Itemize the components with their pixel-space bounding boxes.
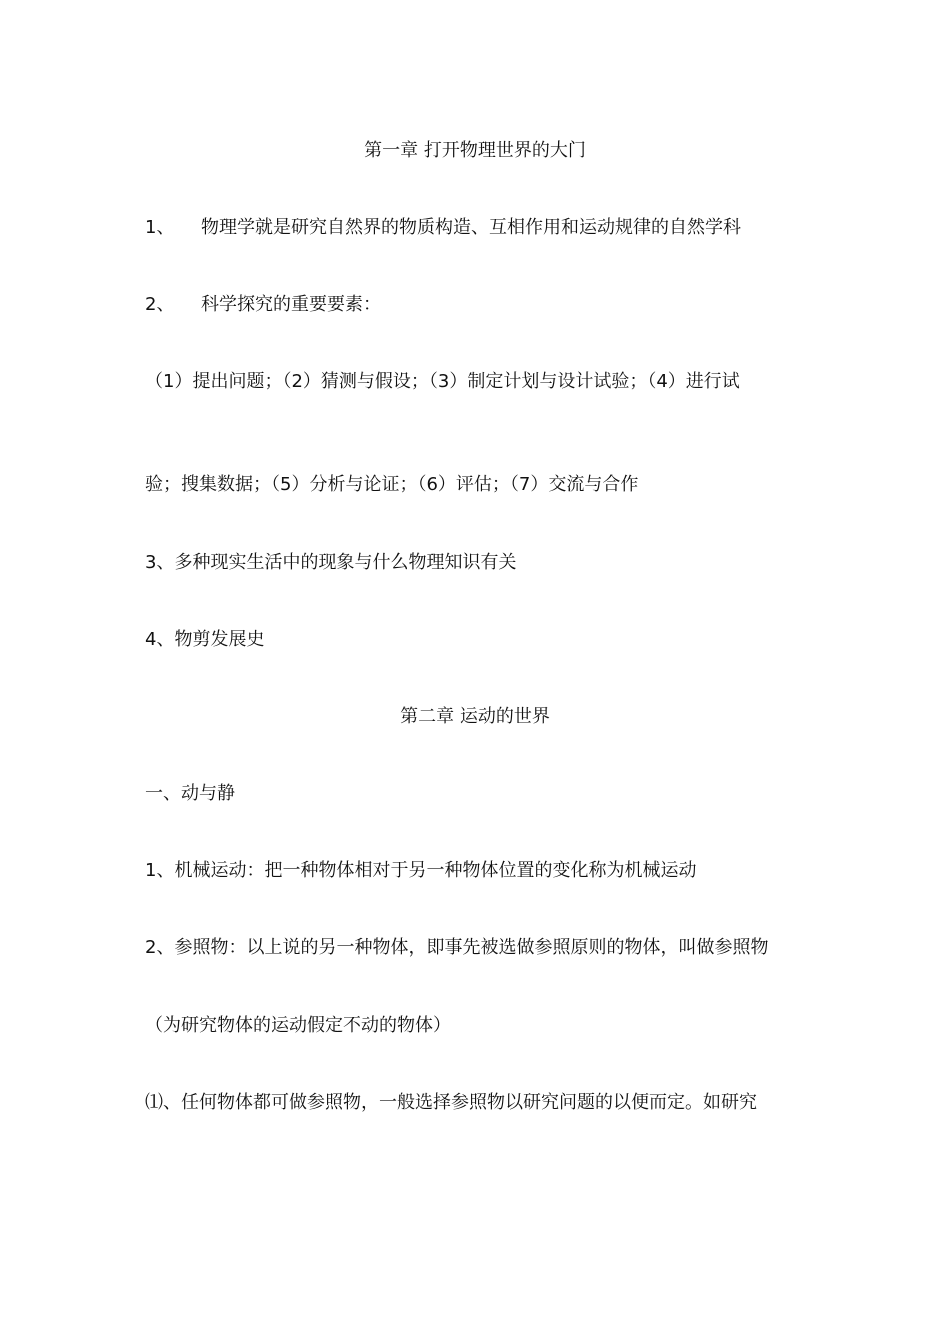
chapter1-item4: 4、物剪发展史 — [145, 629, 265, 650]
chapter2-item1: 1、机械运动：把一种物体相对于另一种物体位置的变化称为机械运动 — [145, 860, 697, 881]
chapter2-title: 第二章 运动的世界 — [400, 706, 550, 727]
item-text: 物理学就是研究自然界的物质构造、互相作用和运动规律的自然学科 — [201, 217, 741, 238]
chapter2-item2-line1: 2、参照物：以上说的另一种物体，即事先被选做参照原则的物体，叫做参照物 — [145, 937, 769, 958]
chapter2-section1-heading: 一、动与静 — [145, 783, 235, 804]
item-number: 1、 — [145, 217, 175, 238]
inquiry-steps-line1: （1）提出问题；（2）猜测与假设；（3）制定计划与设计试验；（4）进行试 — [145, 371, 740, 392]
chapter1-item2 — [145, 293, 381, 317]
inquiry-steps-line2: 验；搜集数据；（5）分析与论证；（6）评估；（7）交流与合作 — [145, 474, 639, 495]
item-text: 科学探究的重要要素： — [201, 294, 381, 315]
chapter1-item1 — [145, 216, 741, 240]
item-number: 2、 — [145, 294, 175, 315]
chapter2-item2-line2: （为研究物体的运动假定不动的物体） — [145, 1015, 451, 1036]
chapter2-item3-line1: ⑴、任何物体都可做参照物，一般选择参照物以研究问题的以便而定。如研究 — [145, 1092, 757, 1113]
chapter1-title: 第一章 打开物理世界的大门 — [364, 140, 586, 161]
chapter1-item3: 3、多种现实生活中的现象与什么物理知识有关 — [145, 552, 517, 573]
